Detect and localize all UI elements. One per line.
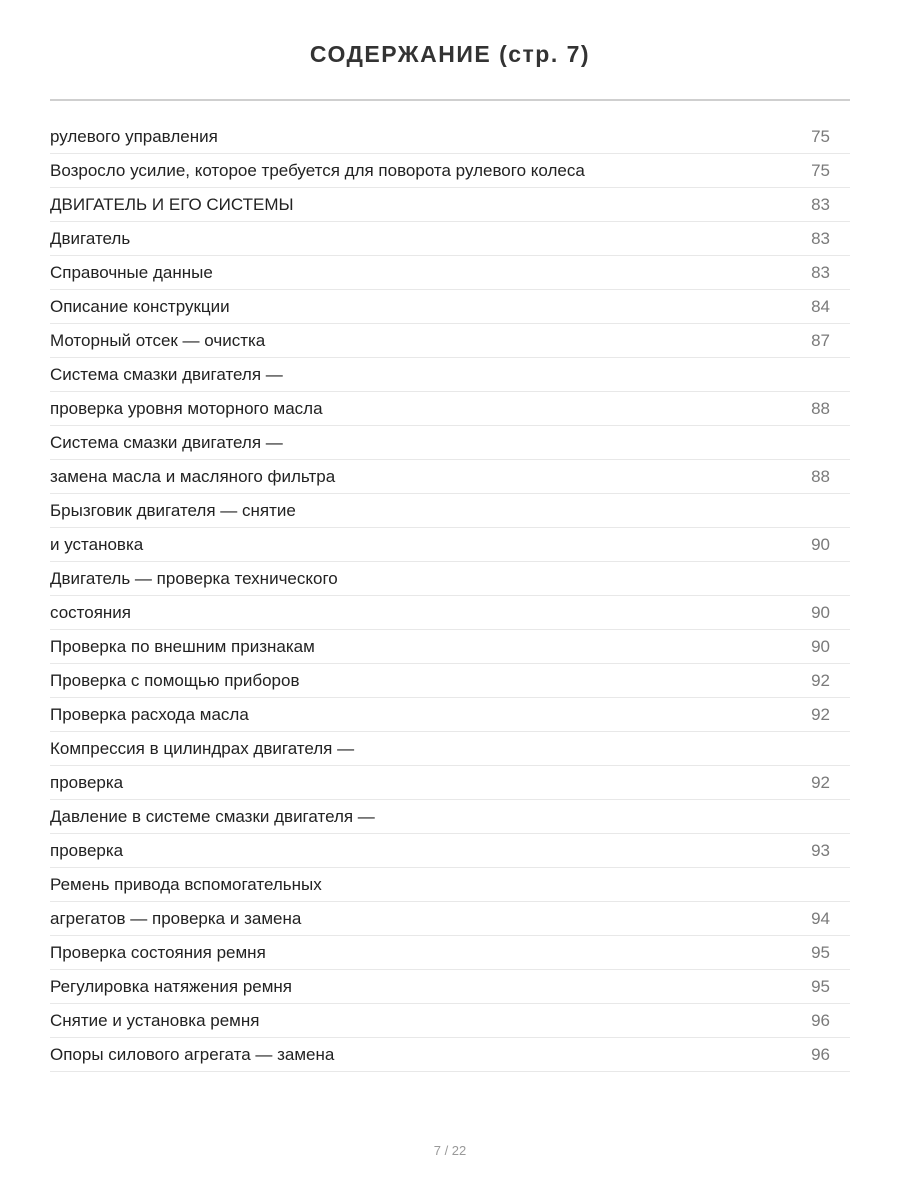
- toc-entry[interactable]: [50, 154, 850, 188]
- toc-entry[interactable]: [50, 324, 850, 358]
- toc-entry[interactable]: [50, 460, 850, 494]
- toc-entry-page-number: 93: [811, 840, 830, 860]
- title-divider: [50, 99, 850, 101]
- toc-entry-title: Ремень привода вспомогательных: [50, 874, 322, 894]
- toc-entry[interactable]: [50, 732, 850, 766]
- toc-entry-title: Система смазки двигателя —: [50, 364, 283, 384]
- toc-entry-title: Моторный отсек — очистка: [50, 330, 266, 350]
- toc-entry[interactable]: [50, 630, 850, 664]
- toc-entry-page-number: 96: [811, 1010, 830, 1030]
- toc-entry-page-number: 88: [811, 398, 830, 418]
- toc-entry-title: Возросло усилие, которое требуется для поворота рулевого колеса: [50, 160, 585, 180]
- toc-entry-title: агрегатов — проверка и замена: [50, 908, 302, 928]
- toc-entry-title: Справочные данные: [50, 262, 213, 282]
- toc-entry[interactable]: [50, 222, 850, 256]
- toc-entry-title: проверка: [50, 772, 124, 792]
- toc-entry[interactable]: [50, 800, 850, 834]
- toc-entry-page-number: 83: [811, 228, 830, 248]
- toc-entry-title: Система смазки двигателя —: [50, 432, 283, 452]
- toc-entry[interactable]: [50, 902, 850, 936]
- toc-entry-page-number: 90: [811, 534, 830, 554]
- toc-entry-title: состояния: [50, 602, 131, 622]
- toc-entry[interactable]: [50, 256, 850, 290]
- toc-entry-title: Проверка расхода масла: [50, 704, 249, 724]
- toc-entry[interactable]: [50, 970, 850, 1004]
- toc-entry[interactable]: [50, 562, 850, 596]
- toc-entry[interactable]: [50, 936, 850, 970]
- toc-entry-page-number: 96: [811, 1044, 830, 1064]
- toc-entry-title: Проверка с помощью приборов: [50, 670, 300, 690]
- toc-entry-title: Снятие и установка ремня: [50, 1010, 260, 1030]
- toc-entry-title: и установка: [50, 534, 144, 554]
- toc-entry[interactable]: [50, 494, 850, 528]
- toc-entry[interactable]: [50, 528, 850, 562]
- toc-entry-page-number: 75: [811, 160, 830, 180]
- toc-entry-page-number: 92: [811, 670, 830, 690]
- toc-entry[interactable]: [50, 188, 850, 222]
- toc-entry[interactable]: [50, 868, 850, 902]
- toc-entry[interactable]: [50, 664, 850, 698]
- toc-entry-page-number: 83: [811, 194, 830, 214]
- toc-entry-title: Регулировка натяжения ремня: [50, 976, 293, 996]
- toc-entry-title: Двигатель: [50, 228, 131, 248]
- toc-entry-title: рулевого управления: [50, 126, 218, 146]
- toc-entry[interactable]: [50, 834, 850, 868]
- toc-entry-page-number: 92: [811, 704, 830, 724]
- toc-entry-title: проверка: [50, 840, 124, 860]
- table-of-contents: [50, 120, 850, 1072]
- toc-entry-title: Опоры силового агрегата — замена: [50, 1044, 335, 1064]
- toc-entry[interactable]: [50, 426, 850, 460]
- toc-entry-page-number: 90: [811, 602, 830, 622]
- toc-entry-page-number: 87: [811, 330, 830, 350]
- toc-entry-page-number: 84: [811, 296, 830, 316]
- toc-entry-title: Брызговик двигателя — снятие: [50, 500, 296, 520]
- toc-entry-page-number: 88: [811, 466, 830, 486]
- toc-entry-title: ДВИГАТЕЛЬ И ЕГО СИСТЕМЫ: [50, 194, 294, 214]
- toc-entry-page-number: 94: [811, 908, 830, 928]
- toc-entry-page-number: 75: [811, 126, 830, 146]
- toc-entry-page-number: 92: [811, 772, 830, 792]
- toc-entry-title: Проверка по внешним признакам: [50, 636, 315, 656]
- toc-entry-title: Описание конструкции: [50, 296, 230, 316]
- toc-entry-page-number: 83: [811, 262, 830, 282]
- page-title: СОДЕРЖАНИЕ (стр. 7): [309, 41, 591, 67]
- toc-entry-title: Компрессия в цилиндрах двигателя —: [50, 738, 355, 758]
- toc-entry[interactable]: [50, 358, 850, 392]
- toc-entry-page-number: 95: [811, 976, 830, 996]
- toc-entry-title: Давление в системе смазки двигателя —: [50, 806, 375, 826]
- toc-entry-title: замена масла и масляного фильтра: [50, 466, 336, 486]
- toc-entry-page-number: 95: [811, 942, 830, 962]
- toc-entry[interactable]: [50, 766, 850, 800]
- toc-entry[interactable]: [50, 1004, 850, 1038]
- toc-entry-title: проверка уровня моторного масла: [50, 398, 323, 418]
- toc-entry-page-number: 90: [811, 636, 830, 656]
- toc-entry-title: Проверка состояния ремня: [50, 942, 266, 962]
- toc-entry[interactable]: [50, 596, 850, 630]
- toc-entry[interactable]: [50, 698, 850, 732]
- toc-entry[interactable]: [50, 1038, 850, 1072]
- toc-entry[interactable]: [50, 392, 850, 426]
- toc-entry[interactable]: [50, 120, 850, 154]
- toc-entry[interactable]: [50, 290, 850, 324]
- toc-entry-title: Двигатель — проверка технического: [50, 568, 338, 588]
- page-number: 7 / 22: [433, 1143, 467, 1158]
